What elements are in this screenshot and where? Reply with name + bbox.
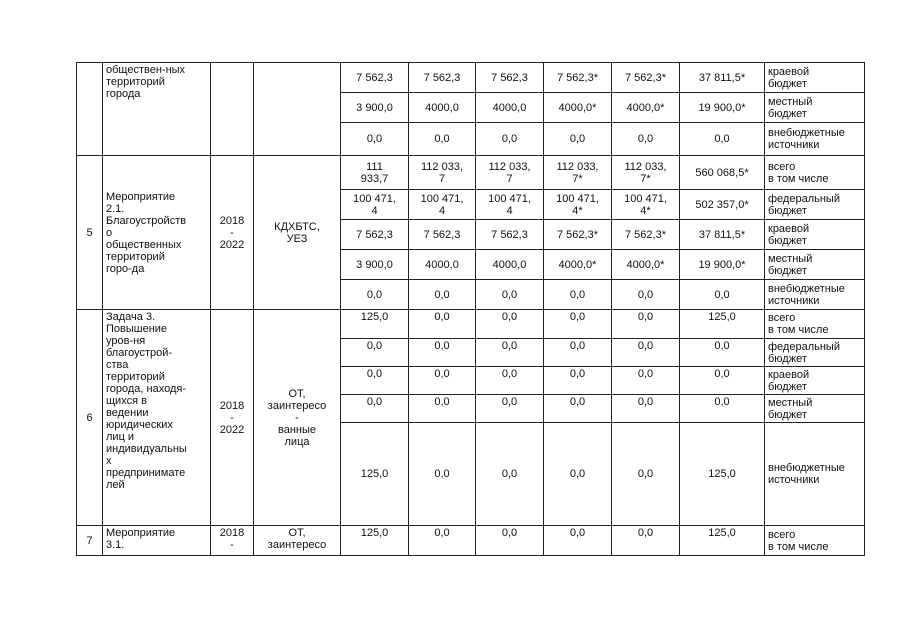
amount-cell: 112 033, 7: [476, 156, 544, 190]
amount-cell: 0,0: [409, 526, 476, 556]
amount-cell: 112 033, 7*: [544, 156, 612, 190]
funding-source: внебюджетные источники: [765, 423, 865, 526]
activity-name: Мероприятие 2.1. Благоустройств о общественных территорий горо-да: [103, 156, 211, 310]
amount-cell: 4000,0*: [612, 250, 680, 280]
funding-source: краевой бюджет: [765, 63, 865, 93]
amount-cell: 4000,0*: [544, 250, 612, 280]
amount-cell: 0,0: [341, 280, 409, 310]
amount-cell: 100 471, 4*: [612, 190, 680, 220]
row-number: 6: [77, 310, 103, 526]
amount-cell: 111 933,7: [341, 156, 409, 190]
amount-cell: 7 562,3*: [612, 63, 680, 93]
funding-source: местный бюджет: [765, 395, 865, 423]
executor: [254, 63, 341, 156]
amount-cell: 0,0: [476, 280, 544, 310]
amount-cell: 112 033, 7: [409, 156, 476, 190]
amount-cell: 0,0: [544, 339, 612, 367]
amount-cell: 0,0: [341, 123, 409, 156]
amount-cell: 7 562,3: [409, 63, 476, 93]
amount-cell: 560 068,5*: [680, 156, 765, 190]
amount-cell: 0,0: [612, 339, 680, 367]
executor: КДХБТС, УЕЗ: [254, 156, 341, 310]
amount-cell: 112 033, 7*: [612, 156, 680, 190]
funding-source: местный бюджет: [765, 93, 865, 123]
amount-cell: 100 471, 4*: [544, 190, 612, 220]
amount-cell: 0,0: [612, 395, 680, 423]
amount-cell: 0,0: [409, 310, 476, 339]
amount-cell: 0,0: [680, 395, 765, 423]
amount-cell: 0,0: [612, 367, 680, 395]
amount-cell: 0,0: [476, 123, 544, 156]
funding-source: местный бюджет: [765, 250, 865, 280]
amount-cell: 0,0: [544, 310, 612, 339]
amount-cell: 0,0: [476, 367, 544, 395]
amount-cell: 0,0: [476, 310, 544, 339]
amount-cell: 19 900,0*: [680, 93, 765, 123]
amount-cell: 4000,0: [476, 250, 544, 280]
amount-cell: 7 562,3: [409, 220, 476, 250]
amount-cell: 100 471, 4: [476, 190, 544, 220]
amount-cell: 7 562,3: [341, 63, 409, 93]
funding-source: всего в том числе: [765, 156, 865, 190]
amount-cell: 100 471, 4: [409, 190, 476, 220]
amount-cell: 0,0: [612, 526, 680, 556]
amount-cell: 100 471, 4: [341, 190, 409, 220]
amount-cell: 4000,0*: [544, 93, 612, 123]
table-body: [77, 63, 865, 556]
row-number: 7: [77, 526, 103, 556]
amount-cell: 0,0: [544, 367, 612, 395]
amount-cell: 0,0: [612, 123, 680, 156]
amount-cell: 7 562,3*: [544, 220, 612, 250]
funding-source: всего в том числе: [765, 526, 865, 556]
amount-cell: 4000,0: [409, 93, 476, 123]
executor: ОТ, заинтересо: [254, 526, 341, 556]
amount-cell: 3 900,0: [341, 250, 409, 280]
amount-cell: 0,0: [409, 367, 476, 395]
amount-cell: 0,0: [476, 526, 544, 556]
amount-cell: 7 562,3*: [612, 220, 680, 250]
amount-cell: 0,0: [409, 339, 476, 367]
amount-cell: 37 811,5*: [680, 220, 765, 250]
amount-cell: 125,0: [680, 423, 765, 526]
amount-cell: 4000,0: [476, 93, 544, 123]
amount-cell: 3 900,0: [341, 93, 409, 123]
amount-cell: 0,0: [680, 367, 765, 395]
amount-cell: 0,0: [544, 280, 612, 310]
amount-cell: 0,0: [409, 395, 476, 423]
amount-cell: 125,0: [341, 423, 409, 526]
executor: ОТ, заинтересо - ванные лица: [254, 310, 341, 526]
amount-cell: 19 900,0*: [680, 250, 765, 280]
funding-source: внебюджетные источники: [765, 280, 865, 310]
amount-cell: 125,0: [680, 310, 765, 339]
amount-cell: 0,0: [612, 310, 680, 339]
amount-cell: 0,0: [544, 423, 612, 526]
amount-cell: 0,0: [409, 123, 476, 156]
period: [211, 63, 254, 156]
amount-cell: 0,0: [544, 395, 612, 423]
row-number: [77, 63, 103, 156]
funding-source: краевой бюджет: [765, 220, 865, 250]
amount-cell: 7 562,3: [476, 220, 544, 250]
table-row: [77, 310, 865, 339]
amount-cell: 125,0: [341, 310, 409, 339]
period: 2018 - 2022: [211, 156, 254, 310]
amount-cell: 7 562,3: [476, 63, 544, 93]
amount-cell: 0,0: [612, 280, 680, 310]
amount-cell: 0,0: [680, 280, 765, 310]
funding-source: краевой бюджет: [765, 367, 865, 395]
table-row: [77, 526, 865, 556]
activity-name: обществен-ных территорий города: [103, 63, 211, 156]
amount-cell: 37 811,5*: [680, 63, 765, 93]
amount-cell: 0,0: [341, 367, 409, 395]
activity-name: Задача 3. Повышение уров-ня благоустрой- ства территорий города, находя- щихся в ведении юридических лиц и индивидуальны х предпринимате лей: [103, 310, 211, 526]
amount-cell: 0,0: [341, 395, 409, 423]
amount-cell: 4000,0: [409, 250, 476, 280]
amount-cell: 125,0: [680, 526, 765, 556]
amount-cell: 125,0: [341, 526, 409, 556]
table-row: [77, 156, 865, 190]
amount-cell: 0,0: [476, 395, 544, 423]
amount-cell: 502 357,0*: [680, 190, 765, 220]
amount-cell: 0,0: [476, 339, 544, 367]
period: 2018 - 2022: [211, 310, 254, 526]
row-number: 5: [77, 156, 103, 310]
amount-cell: 0,0: [409, 423, 476, 526]
activity-name: Мероприятие 3.1.: [103, 526, 211, 556]
amount-cell: 0,0: [612, 423, 680, 526]
amount-cell: 7 562,3*: [544, 63, 612, 93]
funding-source: внебюджетные источники: [765, 123, 865, 156]
budget-table: [76, 62, 865, 556]
amount-cell: 0,0: [341, 339, 409, 367]
amount-cell: 4000,0*: [612, 93, 680, 123]
amount-cell: 0,0: [544, 526, 612, 556]
funding-source: всего в том числе: [765, 310, 865, 339]
amount-cell: 0,0: [409, 280, 476, 310]
amount-cell: 7 562,3: [341, 220, 409, 250]
amount-cell: 0,0: [544, 123, 612, 156]
period: 2018 -: [211, 526, 254, 556]
funding-source: федеральный бюджет: [765, 190, 865, 220]
amount-cell: 0,0: [476, 423, 544, 526]
funding-source: федеральный бюджет: [765, 339, 865, 367]
amount-cell: 0,0: [680, 123, 765, 156]
table-row: [77, 63, 865, 93]
amount-cell: 0,0: [680, 339, 765, 367]
